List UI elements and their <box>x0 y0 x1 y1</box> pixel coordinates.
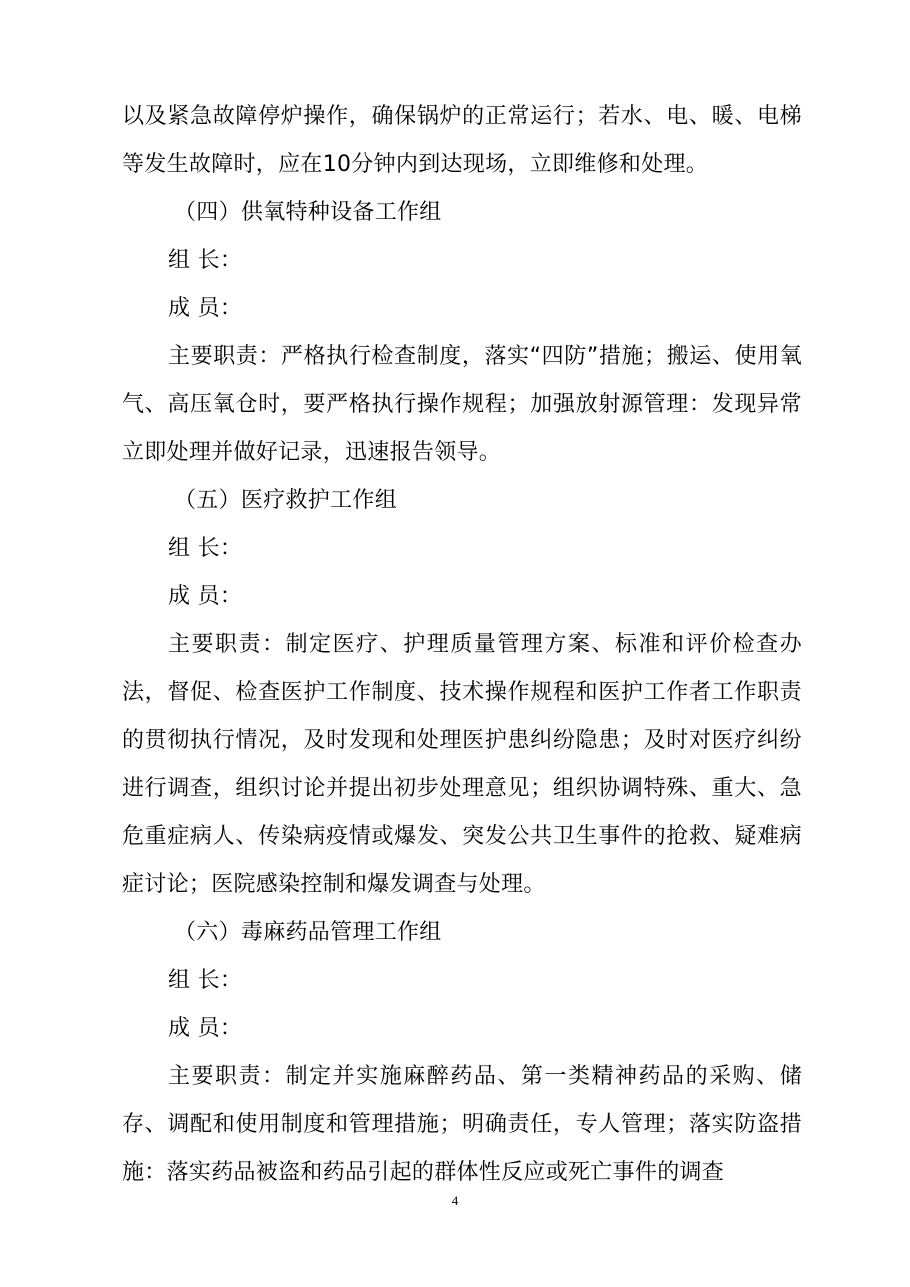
section-heading-medical: （五）医疗救护工作组 <box>174 488 398 513</box>
group-leader-label: 组 长： <box>168 248 243 273</box>
section-heading-oxygen: （四）供氧特种设备工作组 <box>174 200 442 225</box>
body-paragraph: 以及紧急故障停炉操作，确保锅炉的正常运行；若水、电、暖、电梯等发生故障时，应在10分钟内到达现场，立即维修和处理。 <box>122 104 802 177</box>
responsibilities-paragraph: 主要职责：严格执行检查制度，落实“四防”措施；搬运、使用氧气、高压氧仓时，要严格执行操作规程；加强放射源管理：发现异常立即处理并做好记录，迅速报告领导。 <box>122 344 802 465</box>
page-number: 4 <box>451 1193 459 1208</box>
document-body <box>122 93 802 1197</box>
responsibilities-paragraph: 主要职责：制定医疗、护理质量管理方案、标准和评价检查办法，督促、检查医护工作制度、技术操作规程和医护工作者工作职责的贯彻执行情况，及时发现和处理医护患纠纷隐患；及时对医疗纠纷进行调查，组织讨论并提出初步处理意见；组织协调特殊、重大、急危重症病人、传染病疫情或爆发、突发公共卫生事件的抢救、疑难病症讨论；医院感染控制和爆发调查与处理。 <box>122 632 802 897</box>
group-members-label: 成 员： <box>168 584 243 609</box>
group-members-label: 成 员： <box>168 296 243 321</box>
group-leader-label: 组 长： <box>168 968 243 993</box>
responsibilities-paragraph: 主要职责：制定并实施麻醉药品、第一类精神药品的采购、储存、调配和使用制度和管理措施；明确责任，专人管理；落实防盗措施：落实药品被盗和药品引起的群体性反应或死亡事件的调查 <box>122 1064 802 1185</box>
section-heading-narcotics: （六）毒麻药品管理工作组 <box>174 920 442 945</box>
group-leader-label: 组 长： <box>168 536 243 561</box>
group-members-label: 成 员： <box>168 1016 243 1041</box>
